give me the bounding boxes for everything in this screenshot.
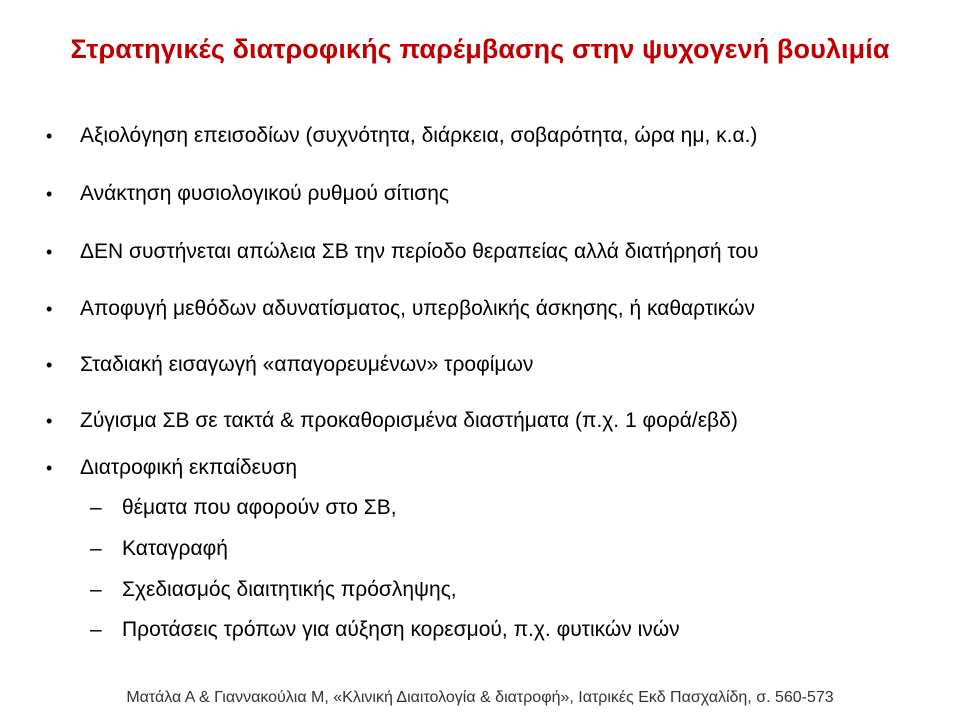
bullet-text: Ανάκτηση φυσιολογικού ρυθμού σίτισης bbox=[80, 182, 450, 205]
bullet-marker: • bbox=[46, 355, 53, 375]
sub-bullet-marker: – bbox=[90, 496, 102, 519]
bullet-text: Ζύγισμα ΣΒ σε τακτά & προκαθορισμένα διαστήματα (π.χ. 1 φορά/εβδ) bbox=[80, 409, 738, 432]
bullet-marker: • bbox=[46, 184, 53, 204]
bullet-marker: • bbox=[46, 126, 53, 146]
slide-title: Στρατηγικές διατροφικής παρέμβασης στην ψυχογενή βουλιμία bbox=[70, 34, 890, 64]
bullet-marker: • bbox=[46, 299, 53, 319]
sub-bullet-item bbox=[90, 495, 397, 521]
sub-bullet-item bbox=[90, 577, 457, 603]
bullet-item bbox=[46, 455, 298, 481]
bullet-text: Σταδιακή εισαγωγή «απαγορευμένων» τροφίμων bbox=[80, 353, 534, 376]
bullet-text: Αξιολόγηση επεισοδίων (συχνότητα, διάρκεια, σοβαρότητα, ώρα ημ, κ.α.) bbox=[80, 124, 758, 147]
bullet-marker: • bbox=[46, 411, 53, 431]
sub-bullet-marker: – bbox=[90, 537, 102, 560]
bullet-item bbox=[46, 123, 758, 149]
reference-citation: Ματάλα Α & Γιαννακούλια Μ, «Κλινική Διαιτολογία & διατροφή», Ιατρικές Εκδ Πασχαλίδη, σ. 560-573 bbox=[126, 689, 834, 706]
bullet-item bbox=[46, 181, 450, 207]
bullet-text: ΔΕΝ συστήνεται απώλεια ΣΒ την περίοδο θεραπείας αλλά διατήρησή του bbox=[80, 240, 759, 263]
bullet-text: Διατροφική εκπαίδευση bbox=[80, 456, 298, 479]
bullet-item bbox=[46, 239, 759, 265]
sub-bullet-marker: – bbox=[90, 618, 102, 641]
bullet-item bbox=[46, 408, 738, 434]
bullet-item bbox=[46, 296, 755, 322]
bullet-marker: • bbox=[46, 458, 53, 478]
sub-bullet-text: Προτάσεις τρόπων για αύξηση κορεσμού, π.χ. φυτικών ινών bbox=[122, 618, 680, 641]
sub-bullet-item bbox=[90, 536, 228, 562]
bullet-marker: • bbox=[46, 242, 53, 262]
sub-bullet-item bbox=[90, 617, 680, 643]
sub-bullet-text: Καταγραφή bbox=[122, 537, 228, 560]
sub-bullet-text: Σχεδιασμός διαιτητικής πρόσληψης, bbox=[122, 578, 457, 601]
sub-bullet-marker: – bbox=[90, 578, 102, 601]
sub-bullet-text: θέματα που αφορούν στο ΣΒ, bbox=[122, 496, 397, 519]
bullet-item bbox=[46, 352, 534, 378]
bullet-text: Αποφυγή μεθόδων αδυνατίσματος, υπερβολικής άσκησης, ή καθαρτικών bbox=[80, 297, 755, 320]
